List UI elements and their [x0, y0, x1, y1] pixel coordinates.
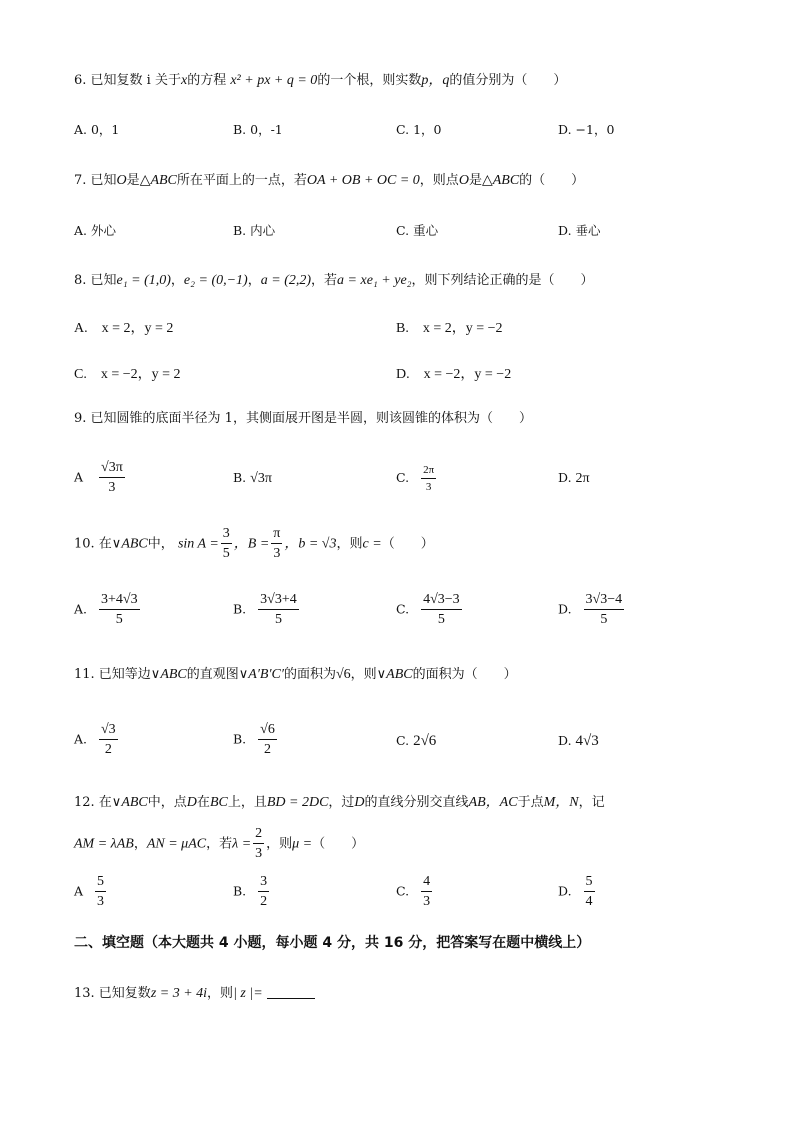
q10-option-d[interactable]: D. $\frac{3√3-4}{5}$	[558, 592, 623, 628]
q7-option-d[interactable]: D. 垂心	[558, 223, 601, 238]
q9-option-d[interactable]: D. 2π	[558, 470, 590, 486]
question-7-stem: 7. 已知O是△ABC所在平面上的一点，若OA + OB + OC = 0，则点O是△ABC的（ ）	[74, 173, 585, 188]
q9-option-b[interactable]: B. √3π	[233, 470, 272, 486]
q8-vector-a: a = (2,2)	[260, 273, 312, 288]
question-6-stem: 6. 已知复数 i 关于x的方程 x² + px + q = 0的一个根，则实数p，q的值分别为（ ）	[74, 73, 567, 88]
question-12-stem-line2: AM = λAB，AN = μAC，若λ = $\frac{2}{3}$ ，则μ =（ ）	[74, 826, 365, 862]
q8-vector-e2: e₂ = (0,−1)	[183, 273, 248, 288]
q8-option-b[interactable]: B. x = 2，y = −2	[396, 321, 503, 336]
q12-vector-am: AM = λAB	[74, 836, 134, 852]
q12-vector-an: AN = μAC	[146, 836, 207, 852]
question-10-stem: 10. 在∨ABC中， sin A = $\frac{3}{5}$ ，B = $\frac{\pi}{3}$ ，b = √3，则c =（ ）	[74, 526, 434, 562]
q13-answer-blank[interactable]	[267, 986, 315, 999]
q7-vector-equation: OA + OB + OC = 0	[306, 173, 420, 188]
q9-option-a[interactable]: A $\frac{√3\pi}{3}$	[74, 460, 123, 496]
q9-option-c[interactable]: C. $\frac{2\pi}{3}$	[396, 464, 435, 494]
question-8-stem: 8. 已知e₁ = (1,0)，e₂ = (0,−1)，a = (2,2)，若a = xe₁ + ye₂，则下列结论正确的是（ ）	[74, 273, 594, 288]
q8-vector-e1: e₁ = (1,0)	[116, 273, 171, 288]
q10-option-a[interactable]: A. $\frac{3+4√3}{5}$	[74, 592, 138, 628]
q7-option-c[interactable]: C. 重心	[396, 223, 439, 238]
q12-option-d[interactable]: D. $\frac{5}{4}$	[558, 874, 593, 910]
q8-equation: a = xe₁ + ye₂	[337, 273, 412, 288]
q7-option-b[interactable]: B. 内心	[233, 223, 276, 238]
q10-option-c[interactable]: C. $\frac{4√3-3}{5}$	[396, 592, 460, 628]
section-2-heading: 二、填空题（本大题共 4 小题，每小题 4 分，共 16 分，把答案写在题中横线上）	[74, 935, 591, 951]
q6-option-a[interactable]: A. 0，1	[74, 122, 120, 137]
q10-option-b[interactable]: B. $\frac{3√3+4}{5}$	[233, 592, 297, 628]
question-12-stem-line1: 12. 在∨ABC中，点D在BC上，且BD = 2DC，过D的直线分别交直线AB，AC于点M，N，记	[74, 795, 605, 810]
q6-equation: x² + px + q = 0	[230, 73, 318, 88]
question-11-stem: 11. 已知等边∨ABC的直观图∨A′B′C′的面积为√6，则∨ABC的面积为（ ）	[74, 667, 517, 682]
q12-option-a[interactable]: A $\frac{5}{3}$	[74, 874, 105, 910]
q11-option-d[interactable]: D. 4√3	[558, 733, 599, 749]
q11-option-a[interactable]: A. $\frac{√3}{2}$	[74, 722, 116, 758]
q11-option-b[interactable]: B. $\frac{√6}{2}$	[233, 722, 275, 758]
q6-option-c[interactable]: C. 1，0	[396, 122, 442, 137]
q8-option-a[interactable]: A. x = 2，y = 2	[74, 321, 174, 336]
q7-option-a[interactable]: A. 外心	[74, 223, 116, 238]
q6-option-b[interactable]: B. 0，-1	[233, 122, 283, 137]
q6-option-d[interactable]: D. −1，0	[558, 122, 615, 137]
q8-option-d[interactable]: D. x = −2，y = −2	[396, 367, 512, 382]
q11-option-c[interactable]: C. 2√6	[396, 733, 437, 749]
q12-option-b[interactable]: B. $\frac{3}{2}$	[233, 874, 268, 910]
question-13-stem: 13. 已知复数z = 3 + 4i，则| z |=	[74, 986, 315, 1001]
question-9-stem: 9. 已知圆锥的底面半径为 1，其侧面展开图是半圆，则该圆锥的体积为（ ）	[74, 411, 532, 426]
q12-option-c[interactable]: C. $\frac{4}{3}$	[396, 874, 431, 910]
q8-option-c[interactable]: C. x = −2，y = 2	[74, 367, 181, 382]
